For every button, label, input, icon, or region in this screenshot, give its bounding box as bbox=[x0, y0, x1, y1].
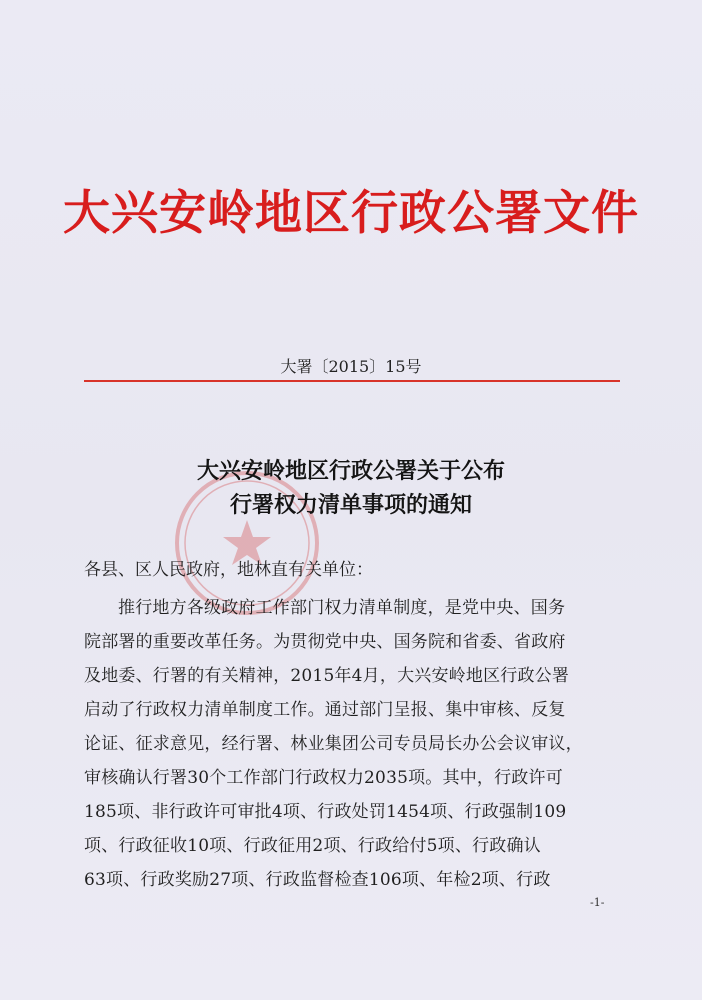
body-line: 185项、非行政许可审批4项、行政处罚1454项、行政强制109 bbox=[84, 802, 567, 822]
body-line: 推行地方各级政府工作部门权力清单制度，是党中央、国务 bbox=[118, 598, 566, 618]
notice-title-line2: 行署权力清单事项的通知 bbox=[229, 493, 472, 518]
red-divider-line bbox=[84, 380, 620, 382]
body-line: 院部署的重要改革任务。为贯彻党中央、国务院和省委、省政府 bbox=[84, 632, 566, 652]
page-number: -1- bbox=[590, 896, 605, 909]
body-line: 63项、行政奖励27项、行政监督检查106项、年检2项、行政 bbox=[84, 870, 551, 890]
body-line: 审核确认行署30个工作部门行政权力2035项。其中，行政许可 bbox=[84, 768, 563, 788]
notice-title-line1: 大兴安岭地区行政公署关于公布 bbox=[196, 459, 505, 484]
body-line: 项、行政征收10项、行政征用2项、行政给付5项、行政确认 bbox=[84, 836, 541, 856]
body-line: 及地委、行署的有关精神，2015年4月，大兴安岭地区行政公署 bbox=[84, 666, 570, 686]
document-header-title: 大兴安岭地区行政公署文件 bbox=[63, 186, 639, 241]
body-line: 启动了行政权力清单制度工作。通过部门呈报、集中审核、反复 bbox=[84, 700, 566, 720]
body-line: 论证、征求意见，经行署、林业集团公司专员局长办公会议审议， bbox=[84, 734, 583, 754]
salutation: 各县、区人民政府，地林直有关单位： bbox=[84, 560, 373, 580]
document-number: 大署〔2015〕15号 bbox=[280, 357, 422, 376]
